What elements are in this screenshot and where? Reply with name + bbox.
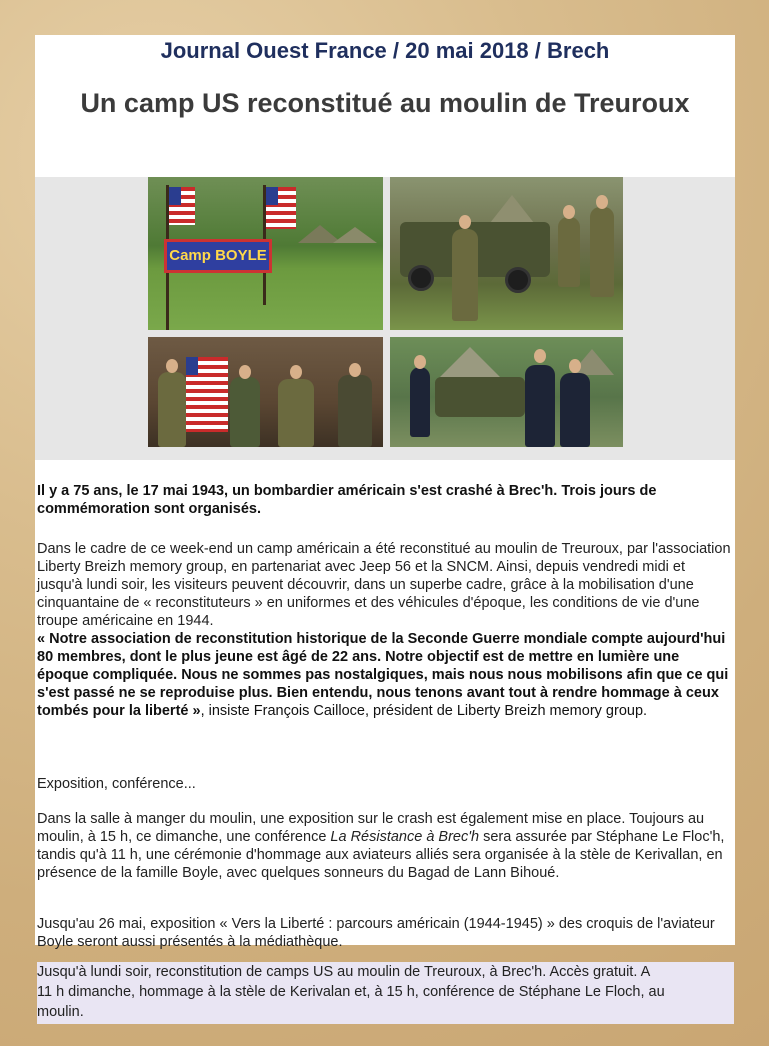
body-paragraph-2 xyxy=(37,810,731,882)
quote-paragraph xyxy=(37,630,731,720)
quote-attribution: , insiste François Cailloce, président de Liberty Breizh memory group. xyxy=(200,703,648,719)
lead-paragraph: Il y a 75 ans, le 17 mai 1943, un bombardier américain s'est crashé à Brec'h. Trois jours de commémoration sont organisés. xyxy=(37,483,657,517)
soldier xyxy=(278,379,314,447)
sailor xyxy=(560,373,590,447)
jeep-wheel xyxy=(505,267,531,293)
us-flag-indoor xyxy=(186,357,228,432)
photo-indoor-group xyxy=(148,337,383,447)
para2-end: sera assurée par Stéphane Le Floc'h, tandis qu'à 11 h, une cérémonie d'hommage aux aviateurs alliés sera organisée à la stèle de Kerivallan, en présence de la famille Boyle, avec quelques sonneurs du Bagad de Lann Bihoué. xyxy=(37,829,725,881)
sailor-head xyxy=(569,359,581,373)
body-paragraph-1: Dans le cadre de ce week-end un camp américain a été reconstitué au moulin de Treuroux, par l'association Liberty Breizh memory group, en partenariat avec Jeep 56 et la SNCM. Ainsi, depuis vendredi midi et jusqu'à lundi soir, les visiteurs peuvent découvrir, dans un superbe cadre, grâce à la mobilisation d'une cinquantaine de « reconstituteurs » en uniformes et des véhicules d'époque, les conditions de vie d'une troupe américaine en 1944. xyxy=(37,541,731,629)
conference-title: La Résistance à Brec'h xyxy=(330,829,480,845)
tent xyxy=(490,195,534,223)
para2-start: Dans la salle à manger du moulin, une exposition sur le crash est également mise en place. Toujours au moulin, à 15 h, ce dimanche, une conférence xyxy=(37,811,705,845)
body-paragraph-3: Jusqu'au 26 mai, exposition « Vers la Liberté : parcours américain (1944-1945) » des croquis de l'aviateur Boyle seront aussi présentés à la médiathèque. xyxy=(37,916,715,950)
article-title: Un camp US reconstitué au moulin de Treuroux xyxy=(80,88,690,118)
photo-collage xyxy=(35,177,735,460)
camp-sign: Camp BOYLE xyxy=(164,239,272,273)
soldier xyxy=(158,372,186,447)
jeep xyxy=(435,377,525,417)
photo-camp-sign xyxy=(148,177,383,330)
article-page xyxy=(35,35,735,950)
us-flag-right xyxy=(266,187,296,229)
photo-sailors-camp xyxy=(390,337,623,447)
soldier-head xyxy=(166,359,178,373)
reenactor-head xyxy=(239,365,251,379)
tent xyxy=(333,227,377,243)
soldier xyxy=(452,229,478,321)
soldier xyxy=(338,375,372,447)
info-line-1: Jusqu'à lundi soir, reconstitution de camps US au moulin de Treuroux, à Brec'h. Accès gratuit. A xyxy=(37,964,651,980)
soldier xyxy=(590,207,614,297)
photo-jeep-soldiers xyxy=(390,177,623,330)
soldier-head xyxy=(349,363,361,377)
visitor xyxy=(410,367,430,437)
info-line-2: 11 h dimanche, hommage à la stèle de Kerivalan et, à 15 h, conférence de Stéphane Le Floch, au xyxy=(37,984,665,1000)
practical-info-box xyxy=(37,962,734,1024)
soldier xyxy=(558,217,580,287)
visitor-head xyxy=(414,355,426,369)
sailor-head xyxy=(534,349,546,363)
header xyxy=(35,35,735,177)
quote-text: « Notre association de reconstitution historique de la Seconde Guerre mondiale compte aujourd'hui 80 membres, dont le plus jeune est âgé de 22 ans. Notre objectif est de mettre en lumière une époque compliquée. Nous ne sommes pas nostalgiques, mais nous nous mobilisons afin que ce qui s'est passé ne se reproduise plus. Bien entendu, nous tenons avant tout à rendre hommage à ceux tombés pour la liberté » xyxy=(37,631,729,719)
soldier-head xyxy=(459,215,471,229)
sailor xyxy=(525,365,555,447)
soldier-head xyxy=(563,205,575,219)
source-line: Journal Ouest France / 20 mai 2018 / Brech xyxy=(160,38,610,63)
reenactor xyxy=(230,377,260,447)
subheading: Exposition, conférence... xyxy=(37,776,196,792)
jeep-wheel xyxy=(408,265,434,291)
info-line-3: moulin. xyxy=(37,1004,84,1020)
soldier-head xyxy=(596,195,608,209)
us-flag-left xyxy=(169,187,195,225)
soldier-head xyxy=(290,365,302,379)
tent xyxy=(440,347,500,377)
